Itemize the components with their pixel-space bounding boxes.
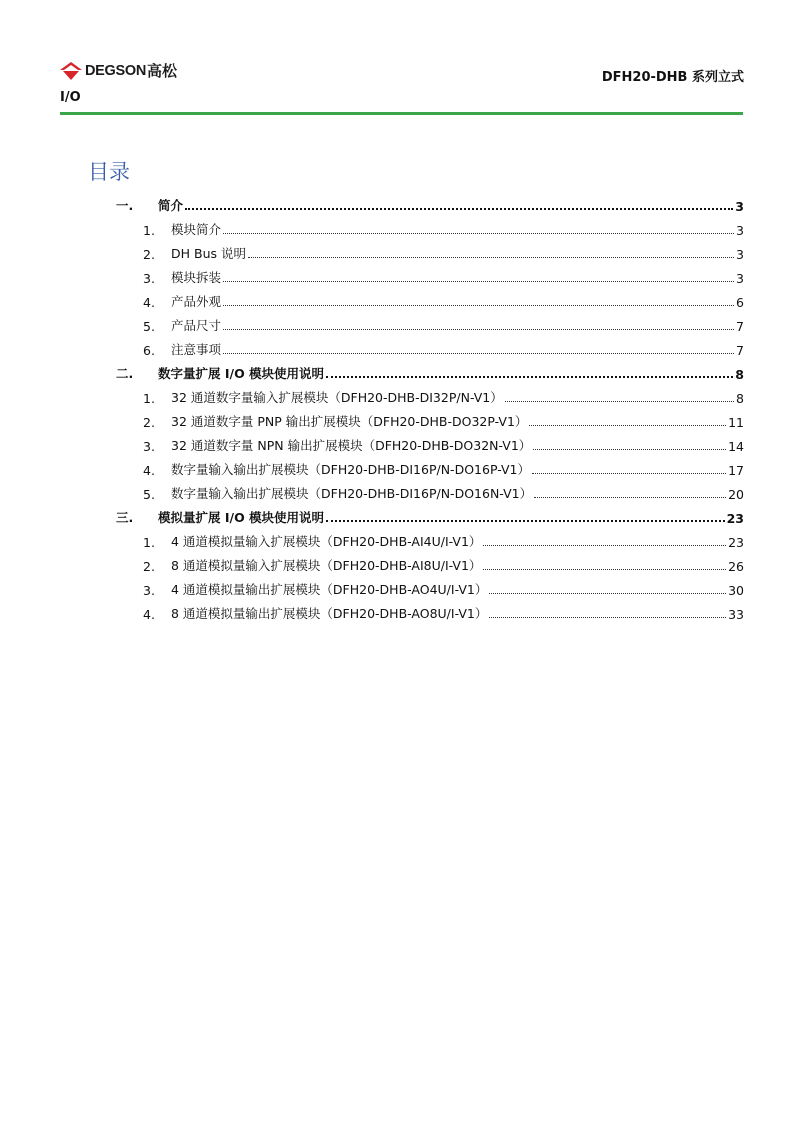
toc-entry-page: 26 bbox=[728, 559, 744, 574]
toc-entry-title: 数字量扩展 I/O 模块使用说明 bbox=[158, 366, 325, 381]
toc-entry-number: 3. bbox=[143, 271, 155, 286]
toc-entry-title: 简介 bbox=[158, 198, 184, 213]
toc-entry-page: 8 bbox=[735, 367, 744, 382]
toc-leader-dots bbox=[223, 281, 734, 282]
toc-entry-number: 4. bbox=[143, 295, 155, 310]
toc-leader-dots bbox=[532, 473, 726, 474]
toc-entry-title: 产品尺寸 bbox=[171, 318, 222, 333]
toc-entry-title: 注意事项 bbox=[171, 342, 222, 357]
toc-entry-title: DH Bus 说明 bbox=[171, 246, 246, 261]
toc-entry-page: 7 bbox=[736, 319, 744, 334]
toc-section-entry[interactable] bbox=[110, 238, 744, 262]
toc-entry-title: 数字量输入输出扩展模块（DFH20-DHB-DI16P/N-DO16N-V1） bbox=[171, 486, 533, 501]
toc-entry-title: 模块简介 bbox=[171, 222, 222, 237]
toc-entry-title: 模块拆装 bbox=[171, 270, 222, 285]
toc-entry-title: 模拟量扩展 I/O 模块使用说明 bbox=[158, 510, 325, 525]
page-header bbox=[60, 58, 744, 114]
toc-leader-dots bbox=[489, 617, 726, 618]
toc-entry-page: 14 bbox=[728, 439, 744, 454]
header-subtitle: I/O bbox=[60, 90, 81, 105]
toc-section-entry[interactable] bbox=[110, 526, 744, 550]
toc-section-entry[interactable] bbox=[110, 286, 744, 310]
toc-entry-page: 3 bbox=[736, 247, 744, 262]
toc-entry-page: 23 bbox=[726, 511, 744, 526]
toc-section-entry[interactable] bbox=[110, 550, 744, 574]
toc-section-entry[interactable] bbox=[110, 454, 744, 478]
toc-leader-dots bbox=[248, 257, 734, 258]
toc-entry-page: 17 bbox=[728, 463, 744, 478]
toc-entry-title: 数字量输入输出扩展模块（DFH20-DHB-DI16P/N-DO16P-V1） bbox=[171, 462, 530, 477]
toc-leader-dots bbox=[326, 376, 733, 378]
toc-section-entry[interactable] bbox=[110, 574, 744, 598]
toc-entry-title: 32 通道数字量输入扩展模块（DFH20-DHB-DI32P/N-V1） bbox=[171, 390, 503, 405]
toc-section-entry[interactable] bbox=[110, 334, 744, 358]
toc-leader-dots bbox=[489, 593, 726, 594]
toc-leader-dots bbox=[223, 233, 734, 234]
toc-leader-dots bbox=[223, 329, 734, 330]
toc-entry-title: 产品外观 bbox=[171, 294, 222, 309]
toc-entry-title: 32 通道数字量 NPN 输出扩展模块（DFH20-DHB-DO32N-V1） bbox=[171, 438, 532, 453]
toc-entry-page: 11 bbox=[728, 415, 744, 430]
toc-heading: 目录 bbox=[88, 160, 130, 184]
toc-entry-title: 4 通道模拟量输出扩展模块（DFH20-DHB-AO4U/I-V1） bbox=[171, 582, 488, 597]
brand-name-cn: 高松 bbox=[147, 62, 178, 80]
toc-entry-number: 3. bbox=[143, 439, 155, 454]
toc-entry-number: 2. bbox=[143, 559, 155, 574]
toc-section-entry[interactable] bbox=[110, 406, 744, 430]
toc-entry-page: 3 bbox=[735, 199, 744, 214]
toc-entry-number: 4. bbox=[143, 463, 155, 478]
toc-leader-dots bbox=[483, 545, 726, 546]
toc-leader-dots bbox=[185, 208, 733, 210]
toc-entry-number: 5. bbox=[143, 487, 155, 502]
toc-chapter-entry[interactable] bbox=[110, 190, 744, 214]
toc-entry-page: 7 bbox=[736, 343, 744, 358]
toc-leader-dots bbox=[326, 520, 725, 522]
toc-entry-number: 2. bbox=[143, 415, 155, 430]
toc-entry-title: 32 通道数字量 PNP 输出扩展模块（DFH20-DHB-DO32P-V1） bbox=[171, 414, 528, 429]
series-title: DFH20-DHB 系列立式 bbox=[601, 70, 744, 85]
toc-entry-page: 23 bbox=[728, 535, 744, 550]
toc-chapter-entry[interactable] bbox=[110, 502, 744, 526]
toc-entry-number: 2. bbox=[143, 247, 155, 262]
toc-section-entry[interactable] bbox=[110, 598, 744, 622]
toc-leader-dots bbox=[529, 425, 726, 426]
toc-entry-page: 33 bbox=[728, 607, 744, 622]
toc-leader-dots bbox=[533, 449, 726, 450]
toc-entry-number: 3. bbox=[143, 583, 155, 598]
toc-entry-page: 6 bbox=[736, 295, 744, 310]
table-of-contents bbox=[110, 190, 744, 622]
toc-section-entry[interactable] bbox=[110, 382, 744, 406]
toc-section-entry[interactable] bbox=[110, 478, 744, 502]
toc-entry-number: 1. bbox=[143, 391, 155, 406]
toc-entry-number: 三. bbox=[116, 510, 134, 525]
toc-entry-number: 4. bbox=[143, 607, 155, 622]
toc-entry-page: 30 bbox=[728, 583, 744, 598]
toc-leader-dots bbox=[534, 497, 726, 498]
toc-entry-number: 1. bbox=[143, 223, 155, 238]
toc-section-entry[interactable] bbox=[110, 214, 744, 238]
toc-entry-number: 6. bbox=[143, 343, 155, 358]
brand-logo bbox=[60, 60, 177, 81]
toc-section-entry[interactable] bbox=[110, 430, 744, 454]
toc-leader-dots bbox=[223, 305, 734, 306]
degson-logo-icon bbox=[60, 62, 82, 80]
toc-leader-dots bbox=[483, 569, 726, 570]
brand-name-en: DEGSON bbox=[85, 62, 147, 79]
toc-entry-title: 8 通道模拟量输出扩展模块（DFH20-DHB-AO8U/I-V1） bbox=[171, 606, 488, 621]
toc-entry-page: 3 bbox=[736, 271, 744, 286]
toc-section-entry[interactable] bbox=[110, 310, 744, 334]
toc-section-entry[interactable] bbox=[110, 262, 744, 286]
toc-entry-title: 4 通道模拟量输入扩展模块（DFH20-DHB-AI4U/I-V1） bbox=[171, 534, 482, 549]
toc-entry-number: 一. bbox=[116, 198, 134, 213]
header-rule bbox=[60, 112, 743, 115]
toc-entry-number: 二. bbox=[116, 366, 134, 381]
toc-entry-number: 5. bbox=[143, 319, 155, 334]
toc-entry-title: 8 通道模拟量输入扩展模块（DFH20-DHB-AI8U/I-V1） bbox=[171, 558, 482, 573]
toc-entry-page: 8 bbox=[736, 391, 744, 406]
toc-entry-page: 20 bbox=[728, 487, 744, 502]
toc-leader-dots bbox=[505, 401, 734, 402]
toc-entry-page: 3 bbox=[736, 223, 744, 238]
toc-chapter-entry[interactable] bbox=[110, 358, 744, 382]
toc-leader-dots bbox=[223, 353, 734, 354]
toc-entry-number: 1. bbox=[143, 535, 155, 550]
